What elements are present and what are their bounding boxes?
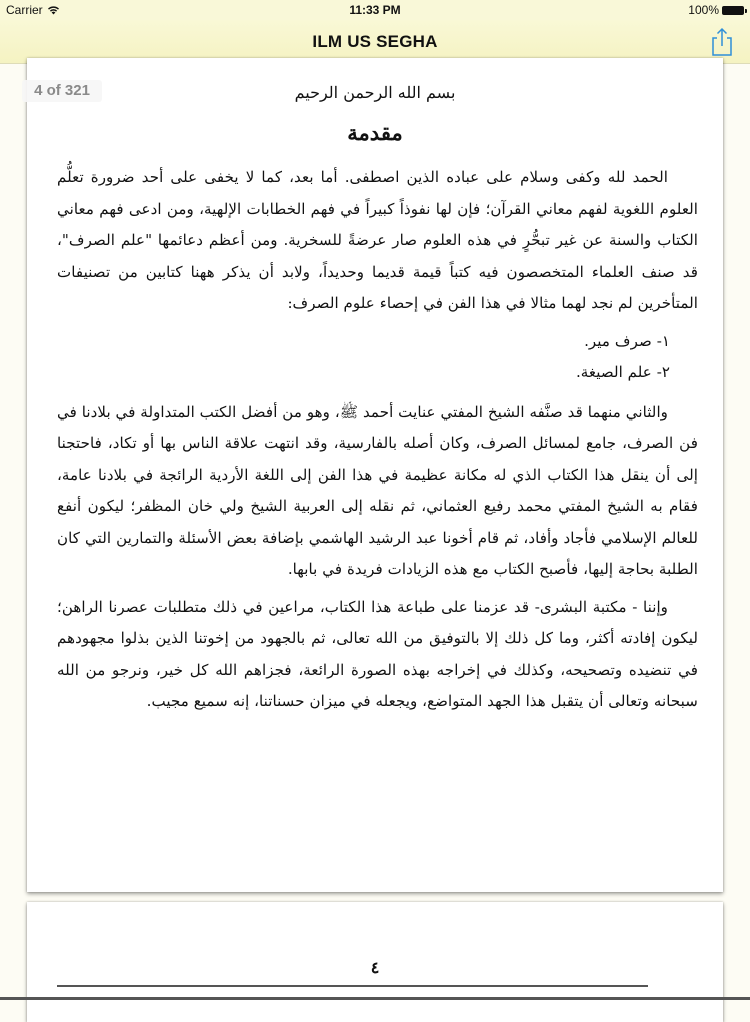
status-bar [0,0,750,20]
list-item: ١- صرف مير. [584,331,670,350]
document-page-next[interactable] [27,902,723,1022]
status-time: 11:33 PM [349,3,401,17]
paragraph: الحمد لله وكفى وسلام على عباده الذين اصطفى. أما بعد، كما لا يخفى على أحد ضرورة تعلُّم العلوم اللغوية لفهم معاني القرآن؛ فإن لها نفوذاً كبيراً في فهم الخطابات الإلهية، ومن ادعى فهم معاني الكتاب والسنة عن غير تبحُّرٍ في هذه العلوم صار عرضةً للسخرية. ومن أعظم دعائمها "علم الصرف"، قد صنف العلماء المتخصصون فيه كتباً قيمة قديما وحديداً، ولابد أن يذكر ههنا كتابين من تصنيفات المتأخرين لم نجد لهما مثالا في هذا الفن في إحصاء علوم الصرف: [57,168,698,312]
page-heading: مقدمة [347,120,403,145]
paragraph: والثاني منهما قد صنَّفه الشيخ المفتي عنايت أحمد ﷺ، وهو من أفضل الكتب المتداولة في بلادنا في فن الصرف، جامع لمسائل الصرف، وكان أصله بالفارسية، وقد انتهت علاقة الناس بها أو تكاد، فاحتجنا إلى أن ينقل هذا الكتاب الذي له مكانة عظيمة في هذا الفن إلى اللغة الأردية الرائجة في بلادنا عامة، فقام به الشيخ المفتي محمد رفيع العثماني، ثم نقله إلى العربية الشيخ ولي خان المظفر؛ ليكون أنفع للعالم الإسلامي فأجاد وأفاد، ثم قام أخونا عبد الرشيد الهاشمي بإضافة بعض الأسئلة والتمارين التي كان الطلبة بحاجة إليها، فأصبح الكتاب مع هذه الزيادات فريدة في بابها. [57,402,698,578]
list-item: ٢- علم الصيغة. [575,363,670,381]
footer-divider [57,985,648,987]
carrier-label: Carrier [6,3,43,17]
share-button[interactable] [708,27,736,57]
document-page[interactable] [27,58,723,892]
nav-title: ILM US SEGHA [312,32,438,51]
page-indicator: 4 of 321 [22,80,102,102]
basmala: بسم الله الرحمن الرحيم [294,83,456,102]
battery-percent: 100% [688,3,719,17]
share-icon [708,27,736,57]
battery-info [688,3,744,17]
page-body [57,162,698,724]
battery-icon [722,6,744,15]
page-number: ٤ [370,958,380,977]
paragraph: وإننا - مكتبة البشرى- قد عزمنا على طباعة هذا الكتاب، مراعين في ذلك متطلبات عصرنا الراهن؛ ليكون إفادته أكثر، وما كل ذلك إلا بالتوفيق من الله تعالى، ثم بالجهود من إخوتنا الذين بذلوا مجهودهم في تنضيده وتصحيحه، وكذلك في إخراجه بهذه الصورة الرائعة، فجزاهم الله كل خير، ونرجو من الله سبحانه وتعالى أن يتقبل هذا الجهد المتواضع، ويجعله في ميزان حسناتنا، إنه سميع مجيب. [57,597,698,710]
